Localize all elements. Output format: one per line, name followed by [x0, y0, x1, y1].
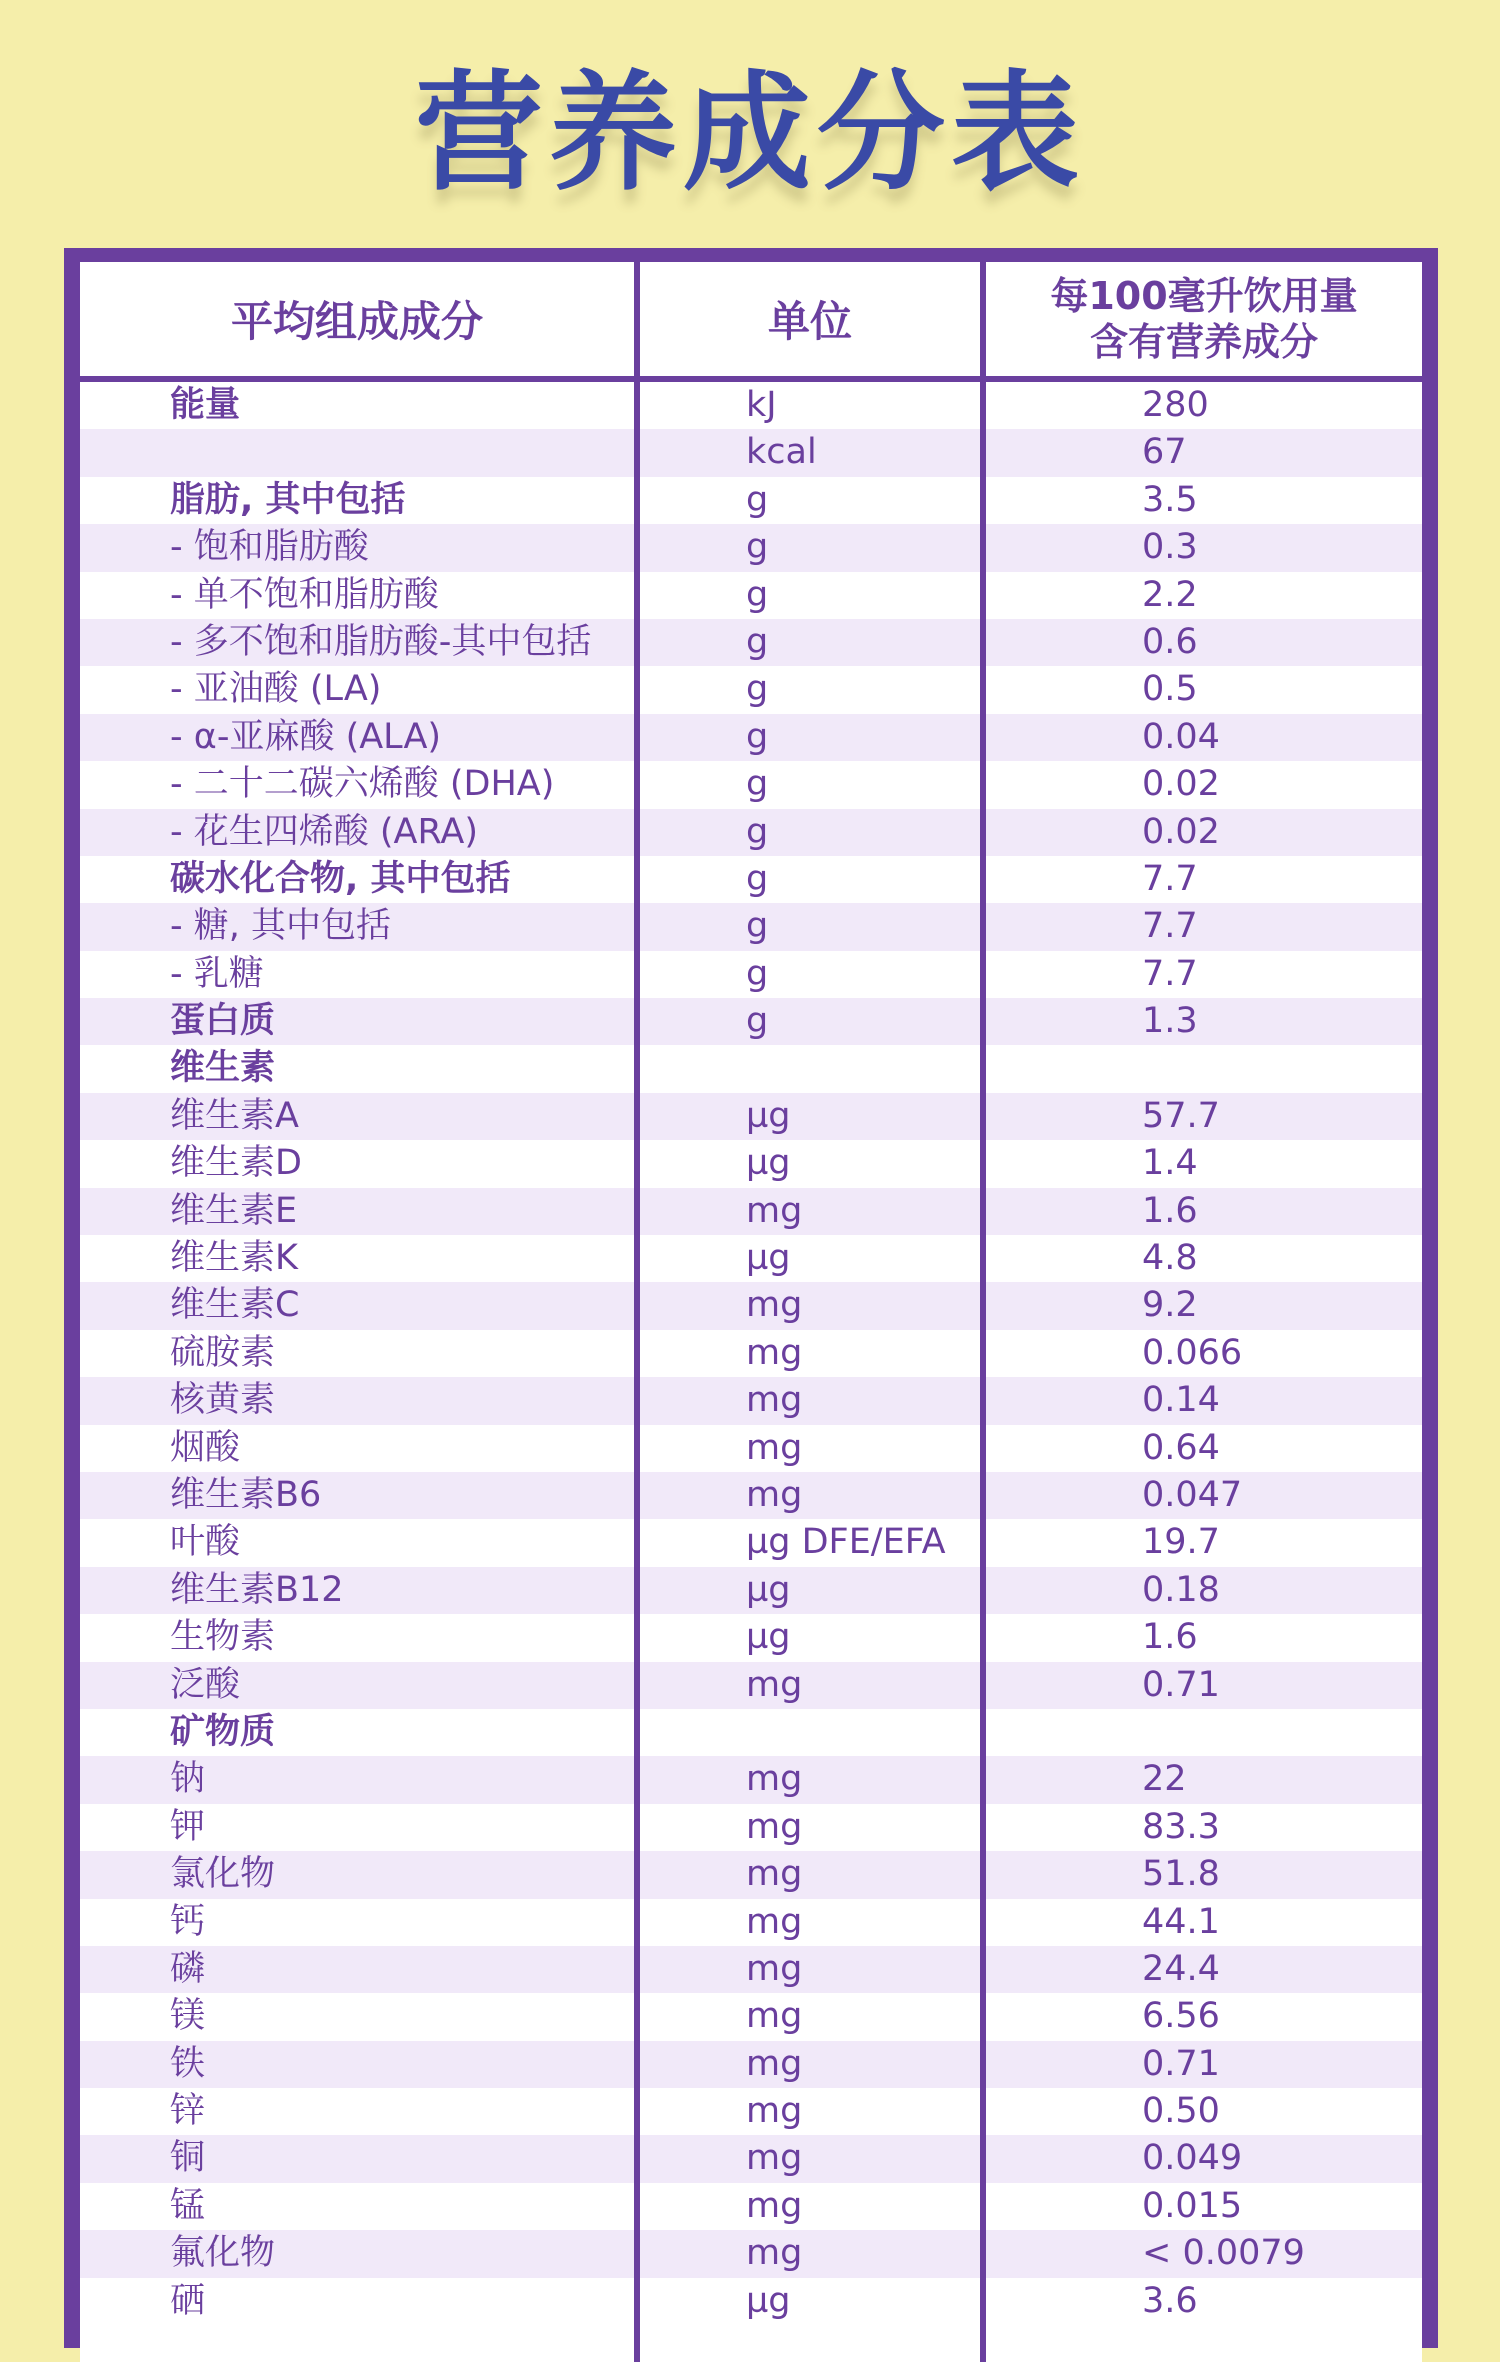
table-row: [80, 619, 1422, 666]
nutrient-unit: kcal: [746, 432, 817, 473]
nutrient-value: 0.3: [1142, 527, 1198, 568]
nutrient-name: 锌: [170, 2091, 206, 2132]
nutrient-unit: mg: [746, 1380, 803, 1421]
nutrient-name: - 单不饱和脂肪酸: [170, 574, 439, 615]
nutrient-unit: g: [746, 621, 769, 662]
nutrient-value: 7.7: [1142, 953, 1198, 994]
nutrient-unit: g: [746, 1001, 769, 1042]
nutrient-value: 1.4: [1142, 1143, 1198, 1184]
nutrient-name: 钙: [170, 1901, 206, 1942]
table-row: [80, 1330, 1422, 1377]
nutrient-value: 4.8: [1142, 1238, 1198, 1279]
nutrient-unit: mg: [746, 1427, 803, 1468]
table-row: [80, 1235, 1422, 1282]
nutrient-unit: g: [746, 764, 769, 805]
table-row: [80, 666, 1422, 713]
table-row: [80, 1519, 1422, 1566]
nutrient-name: - 二十二碳六烯酸 (DHA): [170, 764, 555, 805]
nutrient-unit: µg: [746, 1569, 791, 1610]
nutrient-name: 维生素D: [170, 1143, 302, 1184]
nutrient-value: 0.64: [1142, 1427, 1220, 1468]
nutrient-unit: g: [746, 669, 769, 710]
nutrient-value: 280: [1142, 385, 1209, 425]
table-row: [80, 1756, 1422, 1803]
nutrient-name: 烟酸: [170, 1427, 241, 1468]
nutrient-value: 1.3: [1142, 1001, 1198, 1042]
nutrient-unit: mg: [746, 2138, 803, 2179]
nutrient-name: - 花生四烯酸 (ARA): [170, 811, 478, 852]
nutrient-name: 生物素: [170, 1617, 276, 1658]
nutrient-value: 1.6: [1142, 1617, 1198, 1658]
nutrient-unit: mg: [746, 1664, 803, 1705]
nutrient-value: 1.6: [1142, 1190, 1198, 1231]
nutrient-unit: kJ: [746, 385, 777, 425]
page-title: 营养成分表: [414, 59, 1085, 208]
nutrient-value: 3.6: [1142, 2280, 1198, 2321]
nutrient-name: - 乳糖: [170, 953, 264, 994]
table-body: [80, 382, 1422, 2325]
table-row: [80, 1472, 1422, 1519]
nutrient-unit: µg: [746, 1617, 791, 1658]
table-row: [80, 761, 1422, 808]
nutrient-unit: g: [746, 527, 769, 568]
nutrient-value: 57.7: [1142, 1095, 1220, 1136]
nutrient-unit: mg: [746, 1474, 803, 1515]
nutrient-value: 67: [1142, 432, 1187, 473]
column-divider: [980, 262, 986, 2362]
nutrient-value: 0.04: [1142, 716, 1220, 757]
header-amount-line1: 每100毫升饮用量: [1050, 274, 1358, 318]
table-row: [80, 951, 1422, 998]
table-row: [80, 2278, 1422, 2325]
nutrient-value: 22: [1142, 1759, 1187, 1800]
nutrient-name: 泛酸: [170, 1664, 241, 1705]
nutrient-name: 铜: [170, 2138, 206, 2179]
nutrient-value: 19.7: [1142, 1522, 1220, 1563]
column-divider: [634, 262, 640, 2362]
table-row: [80, 2230, 1422, 2277]
header-unit: 单位: [767, 297, 852, 346]
nutrient-unit: g: [746, 906, 769, 947]
nutrient-value: 7.7: [1142, 906, 1198, 947]
nutrient-value: 24.4: [1142, 1948, 1220, 1989]
header-amount-line2: 含有营养成分: [1089, 320, 1318, 364]
nutrient-name: 钾: [170, 1806, 206, 1847]
nutrient-name: 矿物质: [170, 1711, 276, 1752]
table-row: [80, 1993, 1422, 2040]
nutrient-name: - 糖, 其中包括: [170, 906, 392, 947]
nutrient-value: 0.71: [1142, 2043, 1220, 2084]
table-row: [80, 1946, 1422, 1993]
table-row: [80, 2135, 1422, 2182]
nutrient-unit: g: [746, 953, 769, 994]
nutrient-value: 6.56: [1142, 1996, 1220, 2037]
nutrient-value: 7.7: [1142, 858, 1198, 899]
nutrient-value: 0.015: [1142, 2185, 1243, 2226]
nutrient-value: 0.047: [1142, 1474, 1243, 1515]
nutrient-value: < 0.0079: [1142, 2233, 1305, 2274]
table-row: [80, 1140, 1422, 1187]
nutrient-name: 维生素K: [170, 1238, 298, 1279]
nutrient-name: 维生素B6: [170, 1474, 322, 1515]
nutrient-unit: mg: [746, 1759, 803, 1800]
table-row: [80, 572, 1422, 619]
table-row: [80, 714, 1422, 761]
nutrient-unit: µg: [746, 1143, 791, 1184]
nutrient-name: 核黄素: [170, 1380, 276, 1421]
nutrient-unit: mg: [746, 1806, 803, 1847]
nutrient-name: 锰: [170, 2185, 206, 2226]
nutrient-value: 9.2: [1142, 1285, 1198, 1326]
nutrient-name: 脂肪, 其中包括: [170, 479, 406, 520]
table-row: [80, 1567, 1422, 1614]
table-row: [80, 998, 1422, 1045]
nutrient-value: 0.18: [1142, 1569, 1220, 1610]
nutrient-value: 0.71: [1142, 1664, 1220, 1705]
nutrient-unit: mg: [746, 2043, 803, 2084]
nutrition-table: [80, 262, 1422, 2362]
nutrient-value: 0.049: [1142, 2138, 1243, 2179]
nutrient-value: 2.2: [1142, 574, 1198, 615]
header-component: 平均组成成分: [230, 297, 483, 346]
nutrient-name: 氯化物: [170, 1854, 276, 1895]
table-row: [80, 1899, 1422, 1946]
nutrient-name: 硫胺素: [170, 1332, 276, 1373]
table-row: [80, 903, 1422, 950]
header-amount: [986, 262, 1422, 376]
nutrient-name: 钠: [170, 1759, 206, 1800]
nutrient-name: 维生素C: [170, 1285, 300, 1326]
table-row: [80, 1614, 1422, 1661]
table-row: [80, 1093, 1422, 1140]
nutrient-unit: g: [746, 858, 769, 899]
table-row: [80, 477, 1422, 524]
table-row: [80, 809, 1422, 856]
nutrient-value: 0.50: [1142, 2091, 1220, 2132]
table-row: [80, 856, 1422, 903]
nutrient-name: 维生素A: [170, 1095, 299, 1136]
nutrient-unit: g: [746, 811, 769, 852]
nutrient-value: 44.1: [1142, 1901, 1220, 1942]
nutrient-name: 叶酸: [170, 1522, 241, 1563]
nutrient-unit: µg: [746, 1095, 791, 1136]
nutrient-value: 0.02: [1142, 811, 1220, 852]
nutrient-unit: mg: [746, 1332, 803, 1373]
table-row: [80, 382, 1422, 429]
table-row: [80, 1188, 1422, 1235]
nutrient-unit: mg: [746, 2185, 803, 2226]
nutrient-unit: mg: [746, 1854, 803, 1895]
nutrient-unit: g: [746, 479, 769, 520]
nutrient-name: 维生素E: [170, 1190, 298, 1231]
nutrient-unit: g: [746, 716, 769, 757]
nutrient-unit: mg: [746, 1948, 803, 1989]
nutrient-value: 51.8: [1142, 1854, 1220, 1895]
nutrient-unit: µg: [746, 1238, 791, 1279]
nutrient-name: 硒: [170, 2280, 206, 2321]
nutrient-name: 铁: [170, 2043, 206, 2084]
nutrient-name: 镁: [170, 1996, 206, 2037]
nutrient-name: 维生素B12: [170, 1569, 344, 1610]
nutrient-value: 83.3: [1142, 1806, 1220, 1847]
table-row: [80, 1282, 1422, 1329]
nutrient-unit: mg: [746, 2091, 803, 2132]
nutrient-unit: mg: [746, 1901, 803, 1942]
nutrient-name: - 多不饱和脂肪酸-其中包括: [170, 621, 592, 662]
table-header: [80, 262, 1422, 382]
nutrient-name: 能量: [170, 385, 241, 425]
nutrient-name: - α-亚麻酸 (ALA): [170, 716, 442, 757]
nutrient-unit: mg: [746, 1996, 803, 2037]
nutrient-name: 碳水化合物, 其中包括: [170, 858, 511, 899]
table-row: [80, 1709, 1422, 1756]
nutrient-name: 维生素: [170, 1048, 276, 1089]
table-row: [80, 2041, 1422, 2088]
nutrient-value: 0.14: [1142, 1380, 1220, 1421]
nutrient-unit: µg DFE/EFA: [746, 1522, 946, 1563]
nutrient-unit: µg: [746, 2280, 791, 2321]
nutrient-name: 磷: [170, 1948, 206, 1989]
table-row: [80, 1425, 1422, 1472]
table-row: [80, 1045, 1422, 1092]
table-row: [80, 1377, 1422, 1424]
table-row: [80, 2088, 1422, 2135]
nutrient-unit: mg: [746, 1285, 803, 1326]
table-row: [80, 1662, 1422, 1709]
nutrient-value: 0.5: [1142, 669, 1198, 710]
nutrient-name: - 饱和脂肪酸: [170, 527, 369, 568]
nutrient-value: 0.02: [1142, 764, 1220, 805]
nutrient-name: - 亚油酸 (LA): [170, 669, 382, 710]
table-row: [80, 1851, 1422, 1898]
nutrient-unit: mg: [746, 1190, 803, 1231]
nutrient-value: 3.5: [1142, 479, 1198, 520]
nutrient-name: 蛋白质: [170, 1001, 276, 1042]
nutrient-value: 0.066: [1142, 1332, 1243, 1373]
nutrient-unit: g: [746, 574, 769, 615]
table-row: [80, 524, 1422, 571]
table-row: [80, 1804, 1422, 1851]
table-row: [80, 2183, 1422, 2230]
table-row: [80, 429, 1422, 476]
nutrient-name: 氟化物: [170, 2233, 276, 2274]
nutrient-value: 0.6: [1142, 621, 1198, 662]
nutrient-unit: mg: [746, 2233, 803, 2274]
